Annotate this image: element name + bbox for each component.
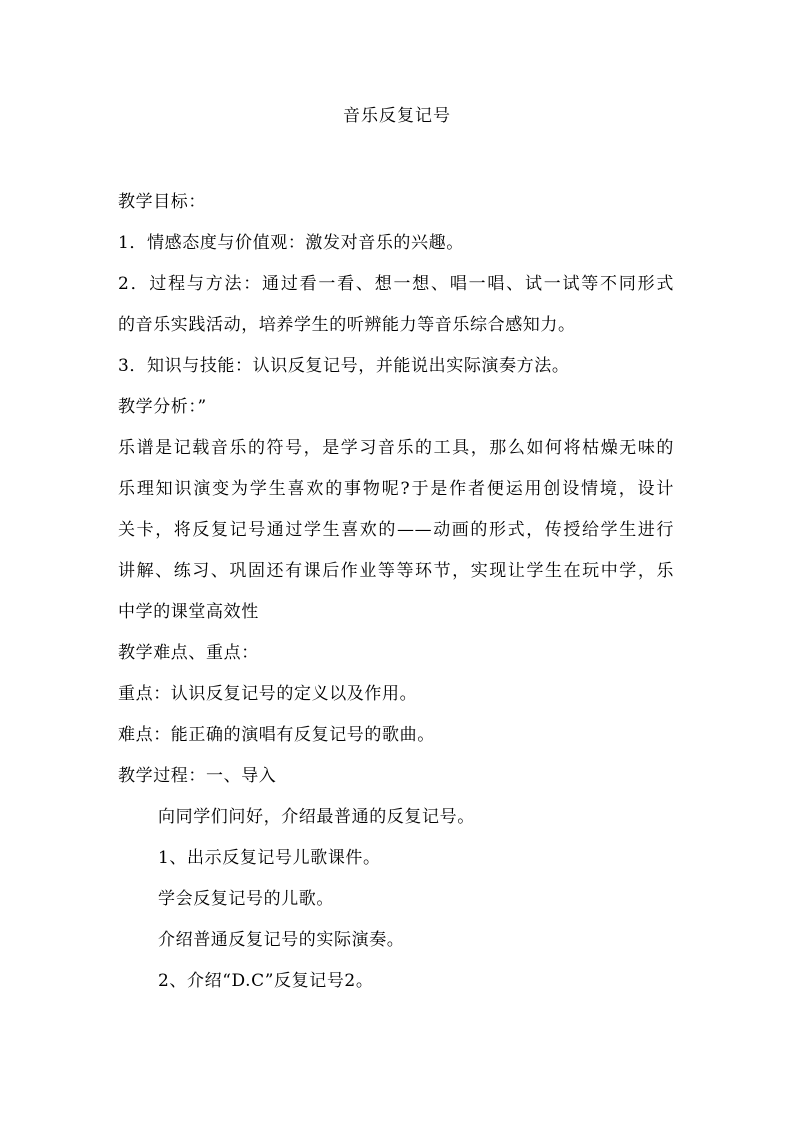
- paragraph-line: 的音乐实践活动，培养学生的听辨能力等音乐综合感知力。: [118, 315, 576, 335]
- paragraph-line: 重点：认识反复记号的定义以及作用。: [118, 684, 418, 704]
- paragraph-line: 关卡，将反复记号通过学生喜欢的——动画的形式，传授给学生进行: [118, 520, 674, 540]
- heading-key-points: 教学难点、重点：: [118, 643, 259, 663]
- paragraph-line: 中学的课堂高效性: [118, 602, 259, 622]
- paragraph-line: 讲解、练习、巩固还有课后作业等等环节，实现让学生在玩中学，乐: [118, 561, 674, 581]
- paragraph-line: 乐理知识演变为学生喜欢的事物呢?于是作者便运用创设情境，设计: [118, 479, 674, 499]
- document-title: 音乐反复记号: [343, 106, 451, 126]
- heading-teaching-process: 教学过程：一、导入: [118, 766, 277, 786]
- paragraph-line: 学会反复记号的儿歌。: [158, 889, 334, 909]
- paragraph-line: 乐谱是记载音乐的符号，是学习音乐的工具，那么如何将枯燥无味的: [118, 438, 674, 458]
- paragraph-line: 向同学们问好，介绍最普通的反复记号。: [158, 807, 475, 827]
- paragraph-line: 1．情感态度与价值观：激发对音乐的兴趣。: [118, 233, 464, 253]
- paragraph-line: 难点：能正确的演唱有反复记号的歌曲。: [118, 725, 435, 745]
- paragraph-line: 1、出示反复记号儿歌课件。: [158, 848, 381, 868]
- paragraph-line: 介绍普通反复记号的实际演奏。: [158, 930, 405, 950]
- paragraph-line: 3．知识与技能：认识反复记号，并能说出实际演奏方法。: [118, 356, 570, 376]
- heading-teaching-goals: 教学目标：: [118, 192, 206, 212]
- paragraph-line: 2、介绍“D.C”反复记号2。: [158, 971, 374, 991]
- paragraph-line: 2．过程与方法：通过看一看、想一想、唱一唱、试一试等不同形式: [118, 274, 674, 294]
- heading-teaching-analysis: 教学分析：”: [118, 397, 207, 417]
